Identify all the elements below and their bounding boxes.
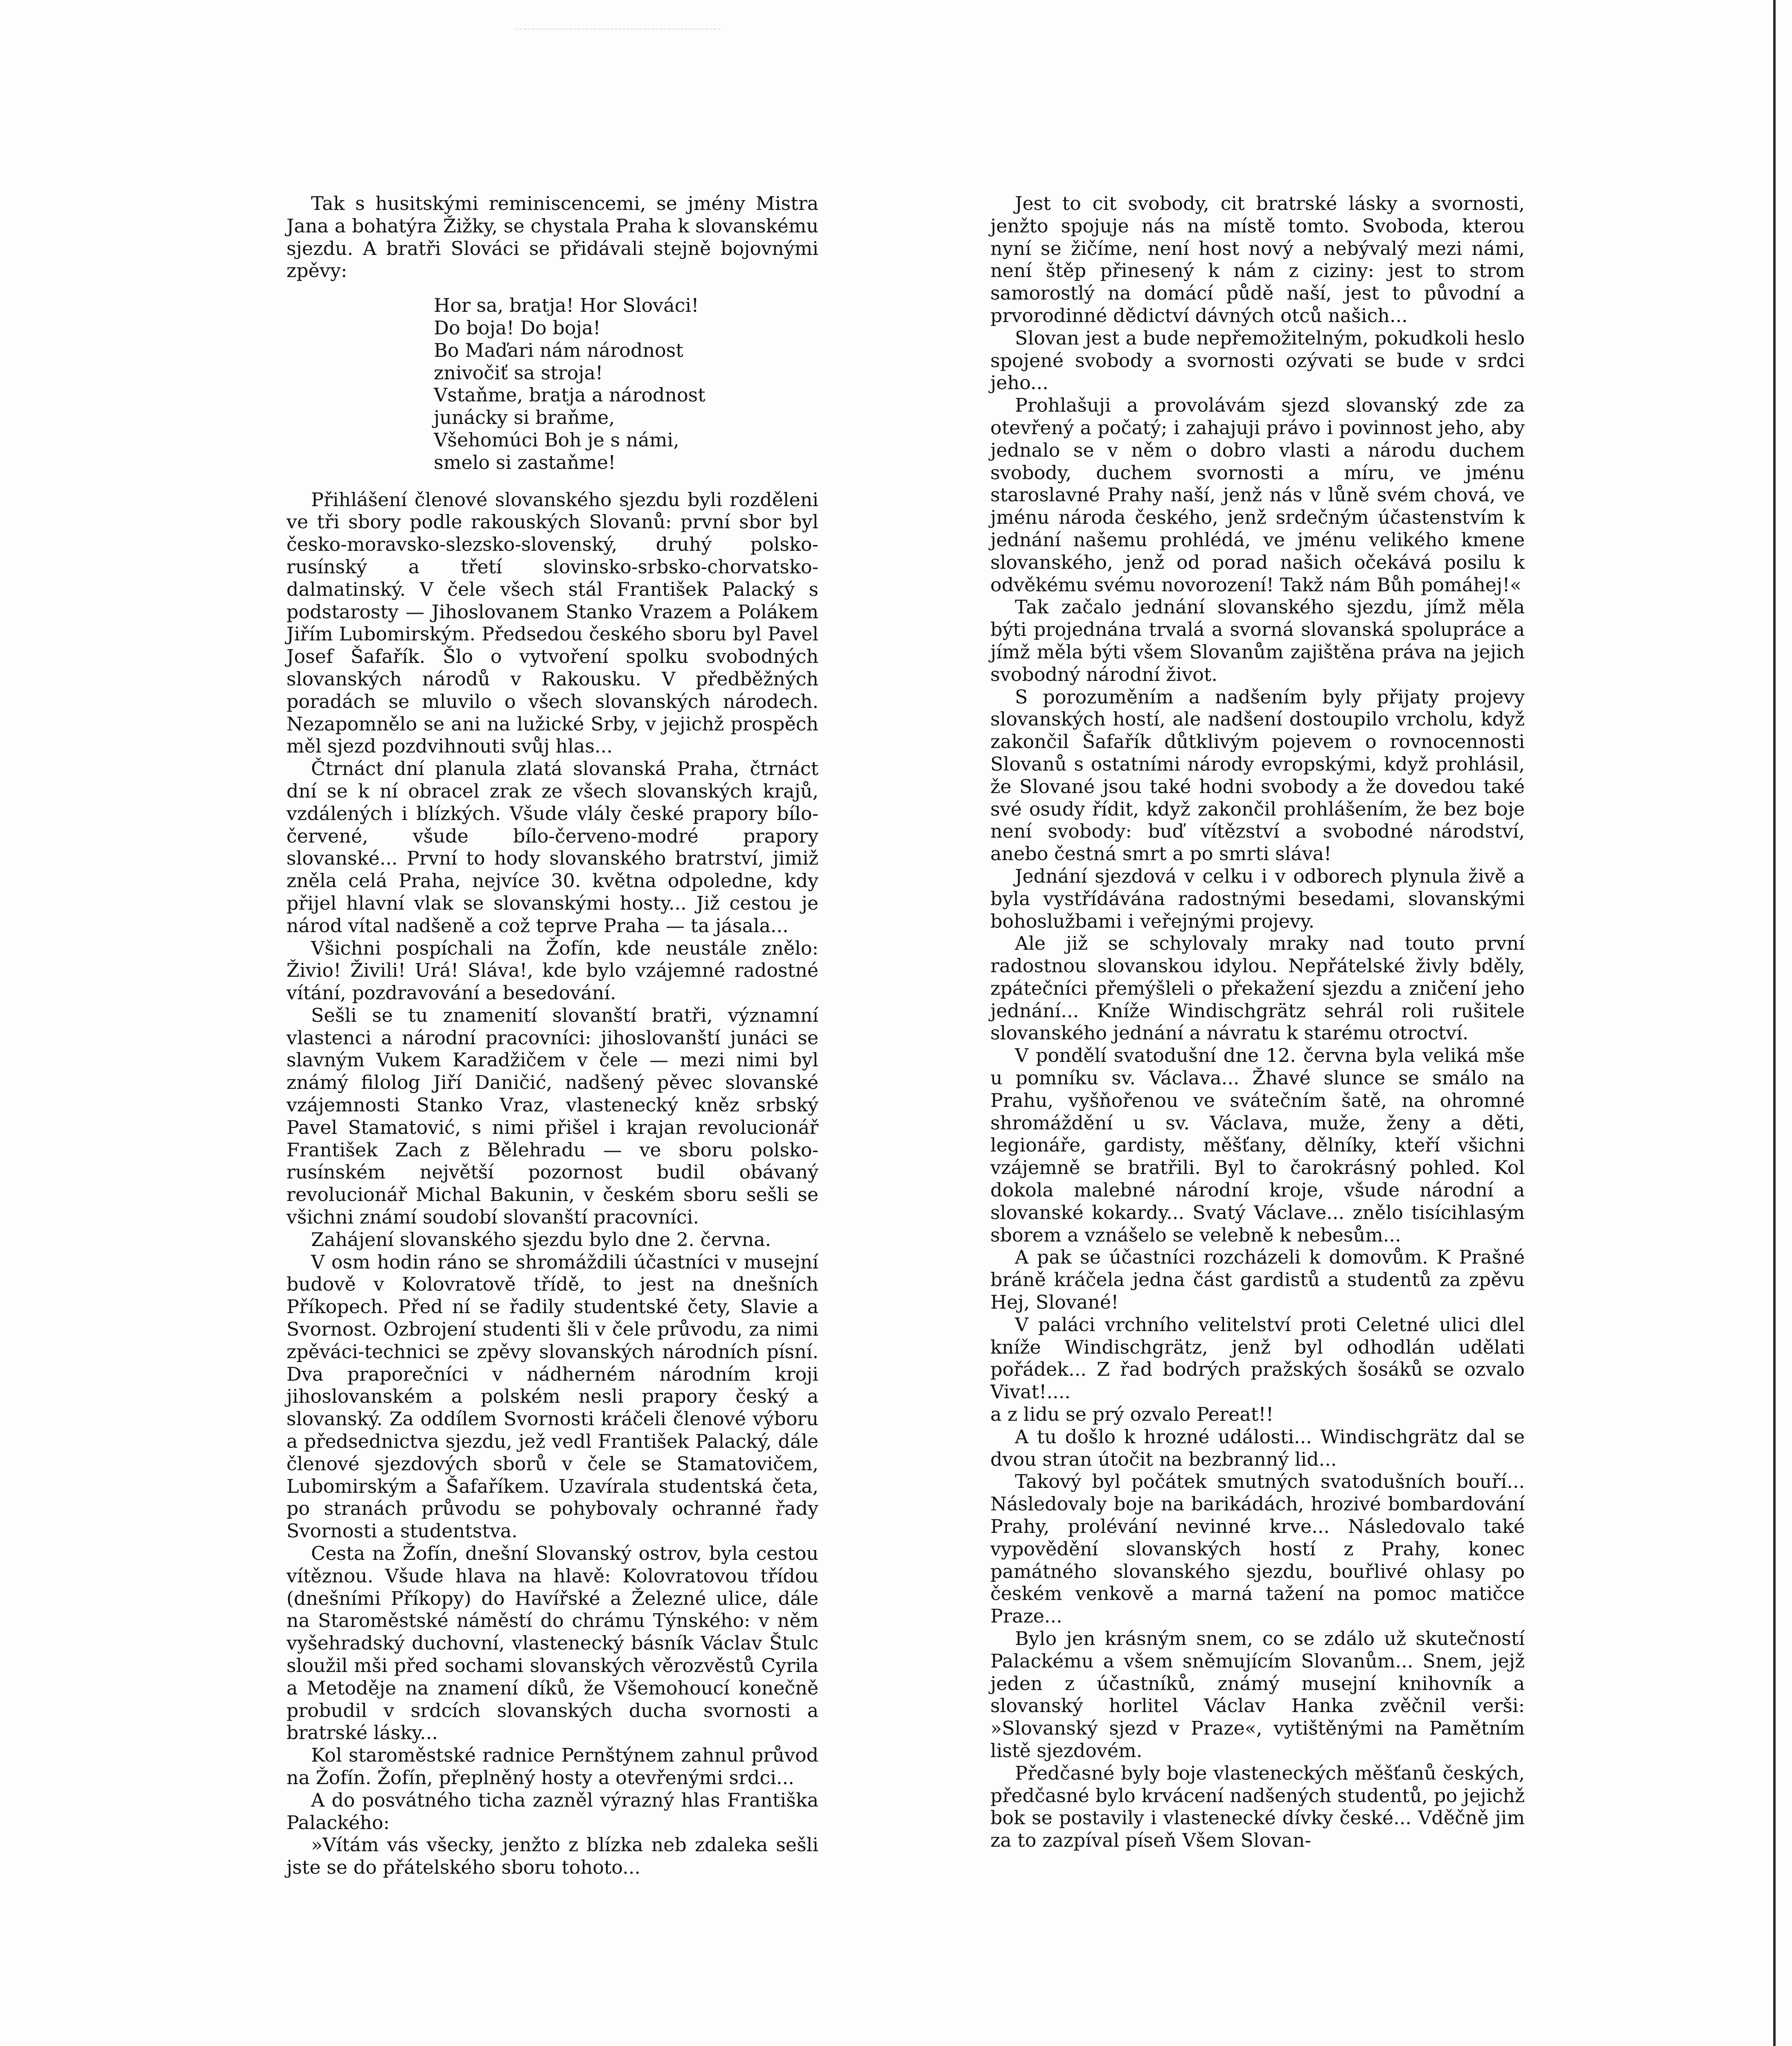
paragraph: a z lidu se prý ozvalo Pereat!! <box>990 1403 1274 1426</box>
paragraph: Předčasné byly boje vlasteneckých měšťanů českých, předčasné bylo krvácení nadšených studentů, po jejichž bok se postavily i vlastenecké dívky české... Vděčně jim za to zazpíval píseň Všem Slovan- <box>990 1762 1525 1852</box>
paragraph: Zahájení slovanského sjezdu bylo dne 2. června. <box>311 1228 771 1251</box>
paragraph: V pondělí svatodušní dne 12. června byla veliká mše u pomníku sv. Václava... Žhavé slunce se smálo na Prahu, vyšňořenou ve svátečním šatě, na ohromné shromáždění u sv. Václava, muže, ženy a děti, legionáře, gardisty, měšťany, dělníky, kteří všichni vzájemně se bratřili. Byl to čarokrásný pohled. Kol dokola malebné národní kroje, všude národní a slovanské kokardy... Svatý Václave... znělo tisícihlasým sborem a vznášelo se velebně k nebesům... <box>990 1044 1525 1246</box>
paragraph: A pak se účastníci rozcházeli k domovům. K Prašné bráně kráčela jedna část gardistů a studentů za zpěvu Hej, Slované! <box>990 1246 1525 1314</box>
scan-page-edge <box>1773 0 1776 2046</box>
paragraph: V paláci vrchního velitelství proti Celetné ulici dlel kníže Windischgrätz, jenž byl odhodlán udělati pořádek... Z řad bodrých pražských šosáků se ozvalo Vivat!.... <box>990 1313 1525 1403</box>
paragraph: Tak začalo jednání slovanského sjezdu, jímž měla býti projednána trvalá a svorná slovanská spolupráce a jímž měla býti všem Slovanům zajištěna práva na jejich svobodný národní život. <box>990 596 1525 685</box>
paragraph: Sešli se tu znamenití slovanští bratři, významní vlastenci a národní pracovníci: jihoslovanští junáci se slavným Vukem Karadžičem v čele — mezi nimi byl známý filolog Jiří Daničić, nadšený pěvec slovanské vzájemnosti Stanko Vraz, vlastenecký kněz srbský Pavel Stamatović, s nimi přišel i krajan revolucionář František Zach z Bělehradu — ve sboru polsko-rusínském největší pozornost budil obávaný revolucionář Michal Bakunin, v českém sboru sešli se všichni známí soudobí slovanští pracovníci. <box>286 1004 818 1228</box>
paragraph: Cesta na Žofín, dnešní Slovanský ostrov, byla cestou vítěznou. Všude hlava na hlavě: Kolovratovou třídou (dnešními Příkopy) do Havířské a Železné ulice, dále na Staroměstské náměstí do chrámu Týnského: v něm vyšehradský duchovní, vlastenecký básník Václav Štulc sloužil mši před sochami slovanských věrozvěstů Cyrila a Metoděje na znamení díků, že Všemohoucí konečně probudil v srdcích slovanských ducha svornosti a bratrské lásky... <box>286 1542 818 1744</box>
paragraph: Ale již se schylovaly mraky nad touto první radostnou slovanskou idylou. Nepřátelské živly bděly, zpátečníci přemýšleli o překažení sjezdu a zničení jeho jednání... Kníže Windischgrätz sehrál roli rušitele slovanského jednání a návratu k starému otroctví. <box>990 932 1525 1044</box>
scan-artifact-top <box>516 0 720 29</box>
poem-line: junácky si braňme, <box>434 406 615 429</box>
paragraph: S porozuměním a nadšením byly přijaty projevy slovanských hostí, ale nadšení dostoupilo vrcholu, když zakončil Šafařík důtklivým pojevem o rovnocennosti Slovanů s ostatními národy evropskými, když prohlásil, že Slované jsou také hodni svobody a že dovedou také své osudy řídit, když zakončil prohlášením, že bez boje není svobody: buď vítězství a svobodné národství, anebo čestná smrt a po smrti sláva! <box>990 685 1525 865</box>
paragraph: Všichni pospíchali na Žofín, kde neustále znělo: Živio! Živili! Urá! Sláva!, kde bylo vzájemné radostné vítání, pozdravování a besedování. <box>286 937 818 1004</box>
paragraph: Takový byl počátek smutných svatodušních bouří... Následovaly boje na barikádách, hrozivé bombardování Prahy, prolévání nevinné krve... Následovalo také vypovědění slovanských hostí z Prahy, konec památného slovanského sjezdu, bouřlivé ohlasy po českém venkově a marná tažení na pomoc matičce Praze... <box>990 1470 1525 1627</box>
paragraph: Čtrnáct dní planula zlatá slovanská Praha, čtrnáct dní se k ní obracel zrak ze všech slovanských krajů, vzdálených i blízkých. Všude vlály české prapory bílo-červené, všude bílo-červeno-modré prapory slovanské... První to hody slovanského bratrství, jimiž zněla celá Praha, nejvíce 30. května odpoledne, kdy přijel hlavní vlak se slovanskými hosty... Již cestou je národ vítal nadšeně a což teprve Praha — ta jásala... <box>286 757 818 937</box>
poem-stanza <box>434 294 818 473</box>
poem-line: Všehomúci Boh je s námi, <box>434 428 679 451</box>
poem-line: Bo Maďari nám národnost <box>434 339 683 361</box>
paragraph: V osm hodin ráno se shromáždili účastníci v musejní budově v Kolovratově třídě, to jest na dnešních Příkopech. Před ní se řadily studentské čety, Slavie a Svornost. Ozbrojení studenti šli v čele průvodu, za nimi zpěváci-technici se zpěvy slovanských národních písní. Dva praporečníci v nádherném národním kroji jihoslovanském a polském nesli prapory český a slovanský. Za oddílem Svornosti kráčeli členové výboru a předsednictva sjezdu, jež vedl František Palacký, dále členové sjezdových sborů v čele se Stamatovičem, Lubomirským a Šafaříkem. Uzavírala studentská četa, po stranách průvodu se pohybovaly ochranné řady Svornosti a studentstva. <box>286 1251 818 1542</box>
left-column <box>286 192 818 1879</box>
paragraph: A do posvátného ticha zazněl výrazný hlas Františka Palackého: <box>286 1789 818 1834</box>
paragraph: A tu došlo k hrozné události... Windischgrätz dal se dvou stran útočit na bezbranný lid... <box>990 1425 1525 1470</box>
paragraph: Jest to cit svobody, cit bratrské lásky a svornosti, jenžto spojuje nás na místě tomto. Svoboda, kterou nyní se žičíme, není host nový a nebývalý mezi námi, není štěp přinesený k nám z ciziny: jest to strom samorostlý na domácí půdě naší, jest to původní a prvorodinné dědictví dávných otců našich... <box>990 192 1525 327</box>
paragraph: Přihlášení členové slovanského sjezdu byli rozděleni ve tři sbory podle rakouských Slovanů: první sbor byl česko-moravsko-slezsko-slovenský, druhý polsko-rusínský a třetí slovinsko-srbsko-chorvatsko-dalmatinský. V čele všech stál František Palacký s podstarosty — Jihoslovanem Stanko Vrazem a Polákem Jiřím Lubomirským. Předsedou českého sboru byl Pavel Josef Šafařík. Šlo o vytvoření spolku svobodných slovanských národů v Rakousku. V předběžných poradách se mluvilo o všech slovanských národech. Nezapomnělo se ani na lužické Srby, v jejichž prospěch měl sjezd pozdvihnouti svůj hlas... <box>286 488 818 757</box>
paragraph: Kol staroměstské radnice Pernštýnem zahnul průvod na Žofín. Žofín, přeplněný hosty a otevřenými srdci... <box>286 1744 818 1789</box>
paragraph: Slovan jest a bude nepřemožitelným, pokudkoli heslo spojené svobody a svornosti ozývati se bude v srdci jeho... <box>990 327 1525 394</box>
paragraph: Prohlašuji a provolávám sjezd slovanský zde za otevřený a počatý; i zahajuji právo i povinnost jeho, aby jednalo se v něm o dobro vlasti a národu duchem svobody, duchem svornosti a míru, ve jménu staroslavné Prahy naší, jenž nás v lůně svém chová, ve jménu národa českého, jenž srdečným účastenstvím k jednání našemu prohlédá, ve jménu velikého kmene slovanského, jenž od porad našich očekává posilu k odvěkému svému novorození! Takž nám Bůh pomáhej!« <box>990 394 1525 596</box>
paragraph: Jednání sjezdová v celku i v odborech plynula živě a byla vystřídávána radostnými besedami, slovanskými bohoslužbami i veřejnými projevy. <box>990 865 1525 932</box>
poem-line: znivočiť sa stroja! <box>434 361 603 384</box>
poem-line: Hor sa, bratja! Hor Slováci! <box>434 294 699 317</box>
poem-line: smelo si zastaňme! <box>434 451 616 473</box>
right-column <box>990 192 1525 1852</box>
paragraph: Tak s husitskými reminiscencemi, se jmény Mistra Jana a bohatýra Žižky, se chystala Praha k slovanskému sjezdu. A bratři Slováci se přidávali stejně bojovnými zpěvy: <box>286 192 818 282</box>
paragraph: Bylo jen krásným snem, co se zdálo už skutečností Palackému a všem sněmujícím Slovanům... Snem, jejž jeden z účastníků, známý musejní knihovník a slovanský horlitel Václav Hanka zvěčnil verši: »Slovanský sjezd v Praze«, vytištěnými na Pamětním listě sjezdovém. <box>990 1627 1525 1762</box>
poem-line: Vstaňme, bratja a národnost <box>434 384 706 406</box>
paragraph: »Vítám vás všecky, jenžto z blízka neb zdaleka sešli jste se do přátelského sboru tohoto... <box>286 1834 818 1879</box>
poem-line: Do boja! Do boja! <box>434 316 601 339</box>
